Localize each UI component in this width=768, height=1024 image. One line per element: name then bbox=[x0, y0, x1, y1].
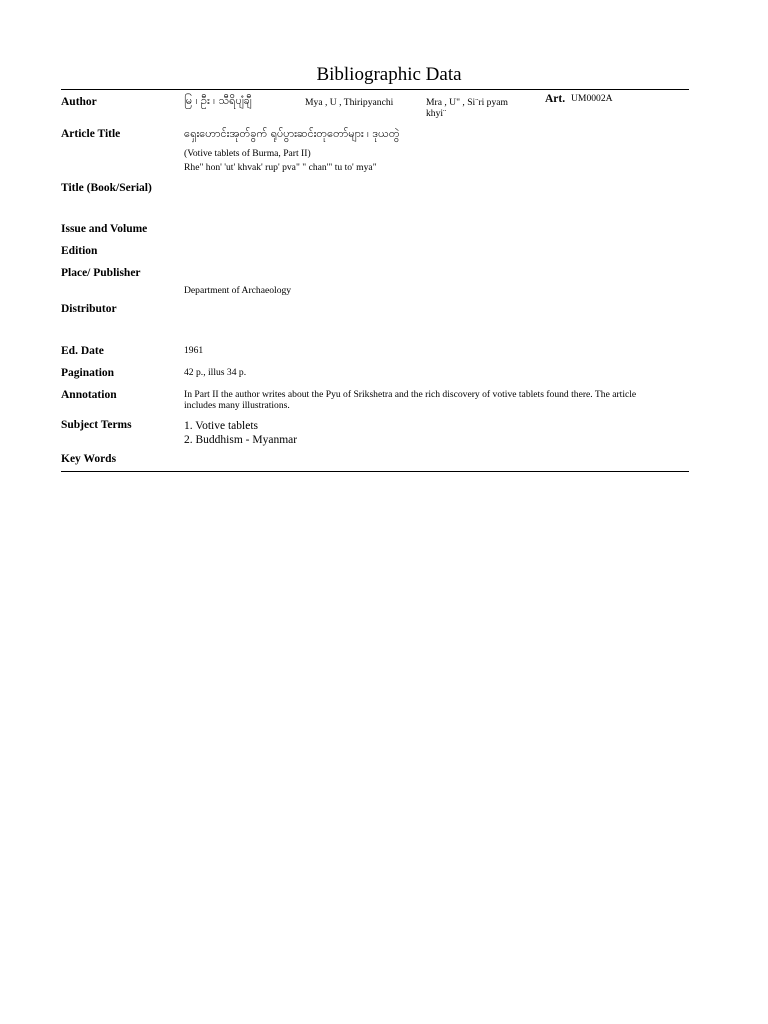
author-myanmar: မြ ၊ ဦး ၊ သီရိပျံချီ bbox=[184, 94, 252, 107]
author-transliteration: Mra , U" , Si¨ri pyam khyi¨ bbox=[426, 97, 508, 119]
article-title-transliteration: Rhe" hon' 'ut' khvak' rup' pva" " chan'" tu to' mya" bbox=[184, 162, 377, 173]
pagination-value: 42 p., illus 34 p. bbox=[184, 367, 247, 378]
page-title: Bibliographic Data bbox=[316, 64, 462, 85]
key-words-label: Key Words bbox=[61, 453, 117, 465]
pagination-label: Pagination bbox=[61, 367, 115, 379]
annotation-label: Annotation bbox=[61, 389, 117, 401]
author-english: Mya , U , Thiripyanchi bbox=[305, 97, 394, 108]
art-label: Art. bbox=[545, 93, 566, 105]
ed-date-value: 1961 bbox=[184, 345, 204, 356]
bottom-divider bbox=[61, 471, 689, 472]
annotation-value: In Part II the author writes about the Pyu of Srikshetra and the rich discovery of votive tablets found there. The article includes many illustrations. bbox=[184, 389, 637, 411]
author-label: Author bbox=[61, 96, 97, 108]
article-title-myanmar: ရှေးဟောင်းအုတ်ခွက် ရုပ်ပွားဆင်းတုတော်များ ၊ ဒုယတွဲ bbox=[184, 127, 400, 140]
title-book-serial-label: Title (Book/Serial) bbox=[61, 182, 152, 194]
art-number: UM0002A bbox=[571, 93, 613, 104]
top-divider bbox=[61, 89, 689, 90]
subject-term-item: 2. Buddhism - Myanmar bbox=[184, 434, 298, 446]
distributor-label: Distributor bbox=[61, 303, 117, 315]
subject-term-item: 1. Votive tablets bbox=[184, 420, 259, 432]
place-publisher-label: Place/ Publisher bbox=[61, 267, 141, 279]
subject-terms-label: Subject Terms bbox=[61, 419, 132, 431]
edition-label: Edition bbox=[61, 245, 98, 257]
ed-date-label: Ed. Date bbox=[61, 345, 104, 357]
article-title-label: Article Title bbox=[61, 128, 121, 140]
article-title-english: (Votive tablets of Burma, Part II) bbox=[184, 148, 311, 159]
issue-volume-label: Issue and Volume bbox=[61, 223, 148, 235]
subject-terms-list bbox=[184, 419, 297, 447]
publisher-value: Department of Archaeology bbox=[184, 285, 292, 296]
